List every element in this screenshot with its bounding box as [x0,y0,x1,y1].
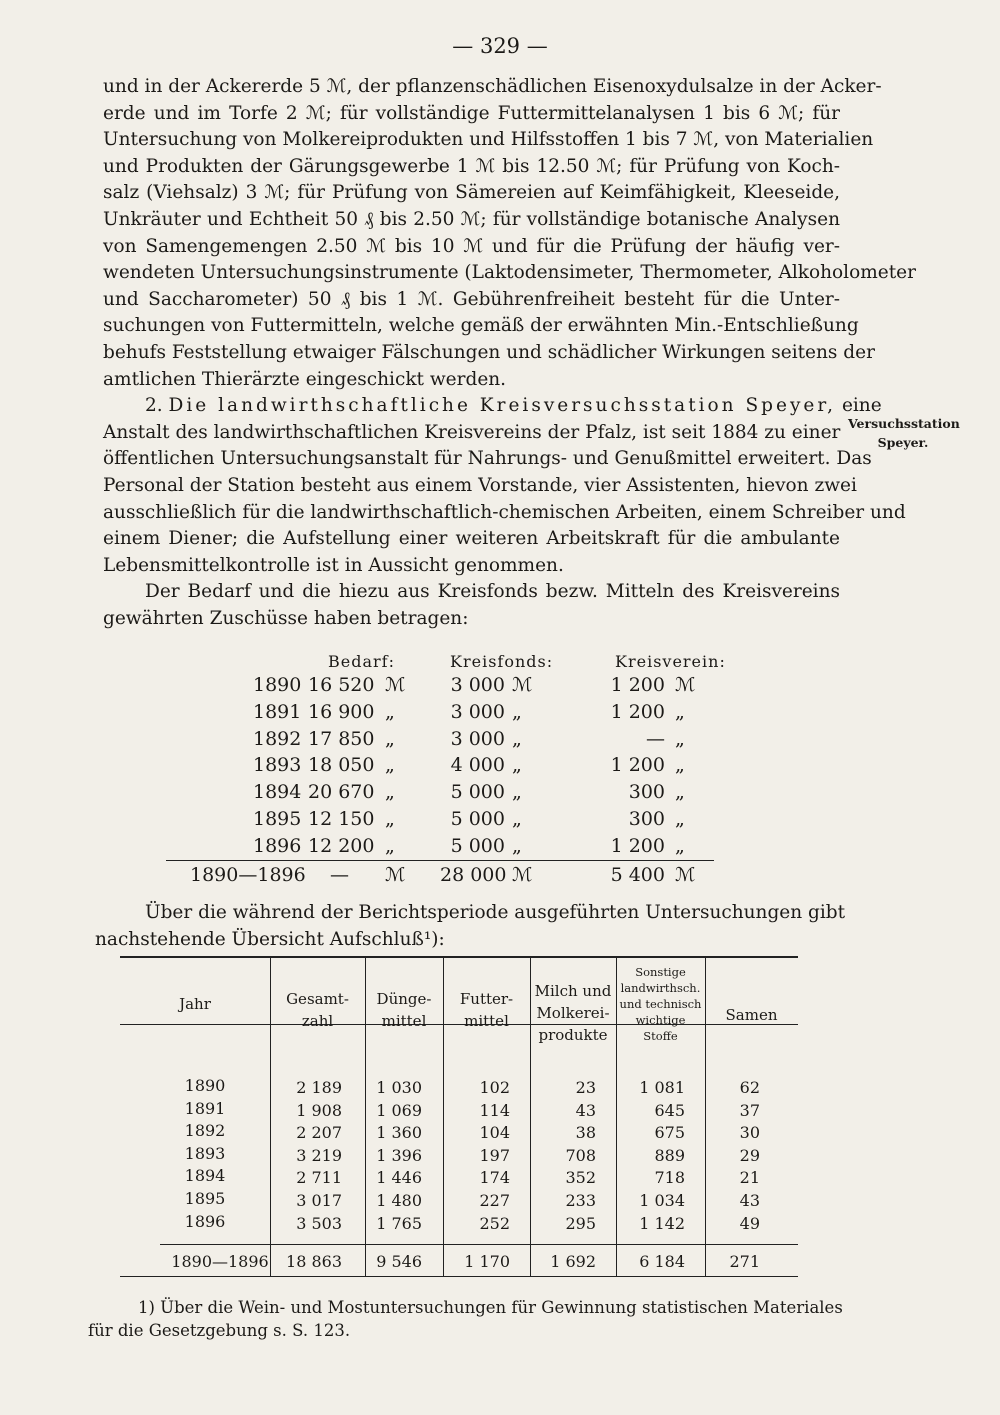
header-line: Dünge- [376,990,432,1008]
cell-sonstige: 1 081 [639,1078,685,1097]
statistics-table [120,948,798,1284]
budget-cell-kreisfonds: 3 000 [450,727,505,750]
budget-cell-bedarf: 17 850 [308,727,375,750]
cell-futtermittel: 104 [479,1123,510,1143]
total-cell-duengemittel: 9 546 [376,1252,422,1271]
budget-cell-kreisfonds: 3 000 [450,700,505,723]
cell-gesamtzahl: 3 503 [296,1213,342,1233]
text-line: öffentlichen Untersuchungsanstalt für Nahrungs- und Genußmittel erweitert. Das [103,448,872,470]
header-line: produkte [538,1026,608,1044]
cell-duengemittel: 1 480 [376,1191,422,1210]
footnote [88,1296,843,1342]
cell-samen: 49 [739,1213,760,1233]
budget-row [160,835,720,862]
budget-cell-kreisfonds: 4 000 [450,754,505,777]
budget-cell-kreisverein: 5 400 [610,864,665,886]
budget-cell-kreisverein: 1 200 [610,834,665,857]
cell-sonstige: 1 034 [639,1191,685,1210]
budget-cell-b_unit: „ [385,808,395,830]
budget-cell-b_unit: „ [385,754,395,777]
cell-duengemittel: 1 446 [376,1168,422,1188]
cell-duengemittel: 1 069 [376,1100,422,1120]
header-milch [530,980,616,1046]
budget-cell-kreisfonds: 28 000 [440,864,507,886]
budget-cell-kreisverein: 1 200 [610,754,665,777]
text-fragment: eine [841,395,882,417]
budget-cell-kreisverein: 300 [628,808,665,830]
cell-gesamtzahl: 2 207 [296,1123,342,1143]
cell-milch: 43 [575,1100,596,1120]
header-futtermittel [443,988,530,1032]
header-line: mittel [381,1012,427,1030]
table-sum-rule [160,1244,798,1245]
budget-cell-k_unit: „ [512,834,522,857]
cell-jahr: 1894 [184,1166,226,1186]
total-cell-jahr: 1890—1896 [171,1252,269,1271]
header-line: Sonstige [635,965,686,979]
budget-cell-k_unit: „ [512,700,522,723]
paragraph-2-first-line [103,393,882,420]
header-line: zahl [301,1012,334,1030]
budget-cell-bedarf: 16 520 [308,674,375,696]
text-line: von Samengemengen 2.50 ℳ bis 10 ℳ und für die Prüfung der häufig ver- [103,235,840,257]
cell-sonstige: 675 [654,1123,685,1143]
cell-samen: 29 [739,1145,760,1165]
budget-cell-year: 1890 [253,674,302,696]
budget-total-row [160,864,720,891]
cell-samen: 37 [739,1100,760,1120]
cell-sonstige: 889 [654,1145,685,1165]
marginal-note-line: Versuchsstation [848,416,960,431]
text-line: salz (Viehsalz) 3 ℳ; für Prüfung von Sämereien auf Keimfähigkeit, Kleeseide, [103,182,840,204]
budget-cell-k_unit: „ [512,754,522,777]
cell-gesamtzahl: 3 017 [296,1191,342,1210]
budget-row [160,674,720,701]
budget-cell-bedarf: 12 200 [308,834,375,857]
cell-jahr: 1893 [184,1143,226,1163]
header-duengemittel [365,988,443,1032]
budget-row [160,728,720,755]
station-title: Die landwirthschaftliche Kreisversuchsstation Speyer, [168,395,837,417]
text-line: behufs Feststellung etwaiger Fälschungen und schädlicher Wirkungen seitens der [103,341,875,363]
table-top-rule [120,956,798,958]
cell-futtermittel: 252 [479,1213,510,1233]
text-line: ausschließlich für die landwirthschaftlich-chemischen Arbeiten, einem Schreiber und [103,501,906,523]
budget-cell-year: 1891 [253,700,302,723]
text-line: erde und im Torfe 2 ℳ; für vollständige Futtermittelanalysen 1 bis 6 ℳ; für [103,102,840,124]
text-line: Unkräuter und Echtheit 50 ₰ bis 2.50 ℳ; für vollständige botanische Analysen [103,208,840,230]
cell-futtermittel: 227 [479,1191,510,1210]
cell-duengemittel: 1 765 [376,1213,422,1233]
text-line: Über die während der Berichtsperiode ausgeführten Untersuchungen gibt [145,902,846,923]
header-line: Molkerei- [536,1004,610,1022]
budget-cell-year: 1896 [253,834,302,857]
budget-cell-b_unit: ℳ [385,864,406,886]
cell-milch: 708 [565,1145,596,1165]
text-line: Personal der Station besteht aus einem Vorstande, vier Assistenten, hievon zwei [103,474,857,496]
budget-cell-bedarf: 12 150 [308,808,375,830]
budget-row [160,808,720,835]
marginal-note [848,414,958,452]
total-cell-gesamtzahl: 18 863 [286,1252,342,1271]
text-line: suchungen von Futtermitteln, welche gemäß der erwähnten Min.-Entschließung [103,315,859,337]
budget-cell-b_unit: ℳ [385,674,406,696]
budget-cell-k_unit: ℳ [512,864,533,886]
budget-cell-b_unit: „ [385,834,395,857]
page-number: — 329 — [452,34,548,58]
cell-gesamtzahl: 2 189 [296,1078,342,1097]
cell-jahr: 1895 [184,1189,226,1208]
cell-sonstige: 718 [654,1168,685,1188]
budget-cell-kreisverein: 1 200 [610,700,665,723]
text-line: und Saccharometer) 50 ₰ bis 1 ℳ. Gebührenfreiheit besteht für die Unter- [103,288,840,310]
text-line: Lebensmittelkontrolle ist in Aussicht genommen. [103,554,564,576]
budget-cell-k_unit: ℳ [512,674,533,696]
header-gesamtzahl [270,988,365,1032]
header-line: wichtige [635,1013,686,1027]
cell-futtermittel: 102 [479,1078,510,1097]
budget-cell-v_unit: „ [675,754,685,777]
body-text [103,74,916,632]
cell-duengemittel: 1 360 [376,1123,422,1143]
text-line: gewährten Zuschüsse haben betragen: [103,607,469,629]
budget-cell-v_unit: „ [675,834,685,857]
header-line: Futter- [459,990,514,1008]
budget-cell-v_unit: ℳ [675,864,696,886]
budget-cell-kreisfonds: 3 000 [450,674,505,696]
budget-cell-kreisverein: — [646,727,665,750]
budget-cell-year: 1894 [253,781,302,804]
budget-cell-v_unit: „ [675,808,685,830]
header-line: Gesamt- [286,990,349,1008]
budget-cell-year: 1890—1896 [190,864,306,886]
budget-cell-kreisverein: 1 200 [610,674,665,696]
cell-sonstige: 645 [654,1100,685,1120]
header-sonstige [616,964,705,1044]
total-cell-sonstige: 6 184 [639,1252,685,1271]
text-line: einem Diener; die Aufstellung einer weiteren Arbeitskraft für die ambulante [103,528,840,550]
cell-jahr: 1891 [184,1098,226,1118]
text-line: und in der Ackererde 5 ℳ, der pflanzenschädlichen Eisenoxydulsalze in der Acker- [103,76,882,97]
cell-samen: 21 [739,1168,760,1188]
budget-row [160,701,720,728]
cell-samen: 62 [739,1078,760,1097]
cell-gesamtzahl: 2 711 [296,1168,342,1188]
budget-cell-v_unit: „ [675,727,685,750]
table-bottom-rule [120,1276,798,1277]
cell-gesamtzahl: 3 219 [296,1145,342,1165]
cell-futtermittel: 197 [479,1145,510,1165]
footnote-line: für die Gesetzgebung s. S. 123. [88,1321,351,1340]
cell-milch: 295 [565,1213,596,1233]
paragraph-number: 2. [145,395,163,417]
cell-milch: 38 [575,1123,596,1143]
cell-sonstige: 1 142 [639,1213,685,1233]
budget-cell-bedarf: 18 050 [308,754,375,777]
cell-jahr: 1890 [184,1076,226,1095]
cell-milch: 352 [565,1168,596,1188]
budget-row [160,781,720,808]
budget-cell-k_unit: „ [512,808,522,830]
header-line: Stoffe [643,1029,678,1043]
budget-cell-k_unit: „ [512,781,522,804]
budget-row [160,754,720,781]
total-rule [166,860,714,861]
header-line: Milch und [534,982,612,1000]
budget-cell-v_unit: „ [675,781,685,804]
cell-futtermittel: 114 [479,1100,510,1120]
header-line: landwirthsch. [620,981,701,995]
budget-cell-year: 1893 [253,754,302,777]
total-cell-milch: 1 692 [550,1252,596,1271]
budget-cell-kreisfonds: 5 000 [450,834,505,857]
budget-cell-k_unit: „ [512,727,522,750]
budget-cell-b_unit: „ [385,700,395,723]
budget-cell-year: 1895 [253,808,302,830]
cell-samen: 43 [739,1191,760,1210]
budget-cell-kreisfonds: 5 000 [450,781,505,804]
cell-jahr: 1892 [184,1121,226,1141]
budget-cell-bedarf: — [330,864,349,886]
header-line: und technisch [619,997,702,1011]
text-line: Der Bedarf und die hiezu aus Kreisfonds bezw. Mitteln des Kreisvereins [145,581,840,603]
budget-cell-kreisfonds: 5 000 [450,808,505,830]
header-kreisverein: Kreisverein: [615,652,726,671]
text-line: wendeten Untersuchungsinstrumente (Laktodensimeter, Thermometer, Alkoholometer [103,262,916,284]
total-cell-futtermittel: 1 170 [464,1252,510,1271]
cell-milch: 23 [575,1078,596,1097]
text-line: und Produkten der Gärungsgewerbe 1 ℳ bis 12.50 ℳ; für Prüfung von Koch- [103,155,840,177]
budget-cell-bedarf: 16 900 [308,700,375,723]
cell-duengemittel: 1 396 [376,1145,422,1165]
budget-cell-year: 1892 [253,727,302,750]
text-line: amtlichen Thierärzte eingeschickt werden. [103,368,507,390]
cell-milch: 233 [565,1191,596,1210]
header-line: mittel [464,1012,509,1030]
budget-cell-v_unit: ℳ [675,674,696,696]
header-bedarf: Bedarf: [328,652,395,671]
cell-duengemittel: 1 030 [376,1078,422,1097]
after-text [95,900,846,953]
budget-cell-bedarf: 20 670 [308,781,375,804]
budget-cell-b_unit: „ [385,781,395,804]
total-cell-samen: 271 [729,1252,760,1271]
cell-futtermittel: 174 [479,1168,510,1188]
budget-cell-v_unit: „ [675,700,685,723]
marginal-note-line: Speyer. [877,435,929,450]
text-line: Untersuchung von Molkereiprodukten und Hilfsstoffen 1 bis 7 ℳ, von Materialien [103,129,874,151]
footnote-line: 1) Über die Wein- und Mostuntersuchungen für Gewinnung statistischen Materiales [138,1298,843,1317]
text-line: nachstehende Übersicht Aufschluß¹): [95,928,445,950]
header-samen: Samen [725,1006,778,1024]
cell-gesamtzahl: 1 908 [296,1100,342,1120]
header-jahr: Jahr [179,995,211,1013]
header-kreisfonds: Kreisfonds: [450,652,554,671]
cell-jahr: 1896 [184,1211,226,1231]
budget-cell-b_unit: „ [385,727,395,750]
cell-samen: 30 [739,1123,760,1143]
budget-cell-kreisverein: 300 [628,781,665,804]
text-line: Anstalt des landwirthschaftlichen Kreisvereins der Pfalz, ist seit 1884 zu einer [103,421,841,443]
